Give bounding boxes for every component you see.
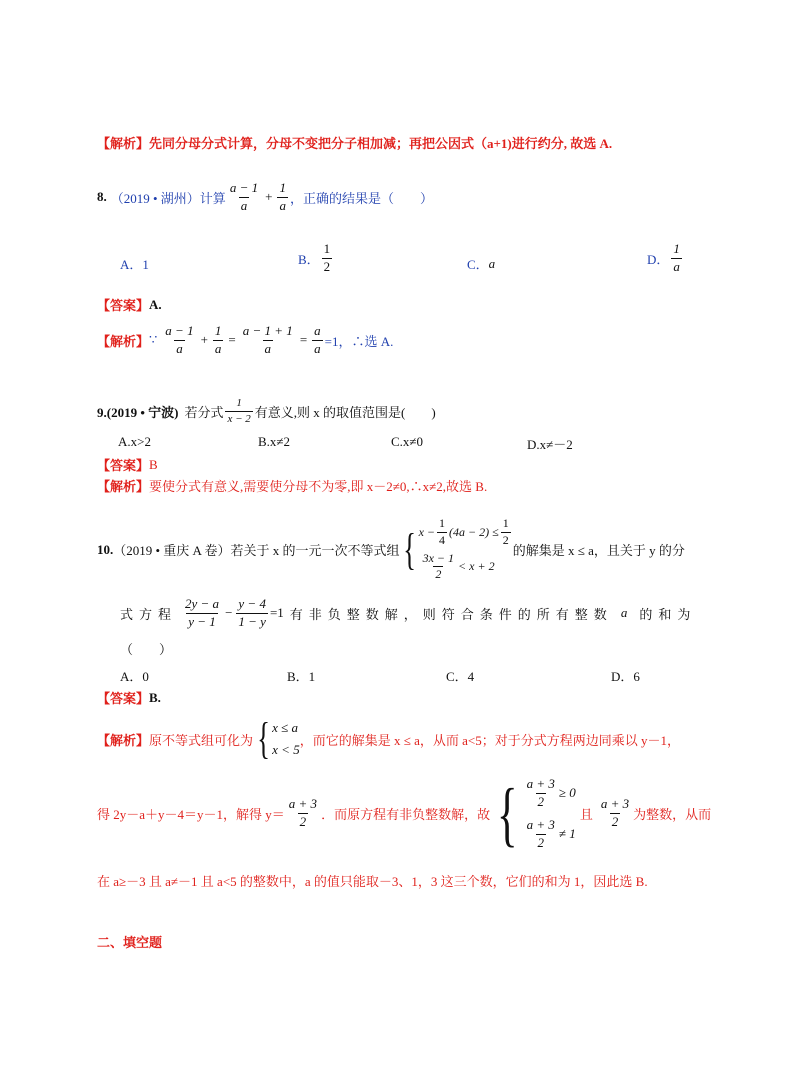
question-number: 8. xyxy=(97,189,107,205)
explain-text: 先同分母分式计算，分母不变把分子相加减；再把公因式（a+1)进行约分, 故选 A. xyxy=(149,136,613,151)
fraction: $\frac{3x - 1}{2}$ xyxy=(422,550,455,582)
inequality-system: { x ≤ a x < 5 xyxy=(257,714,300,763)
top-explanation xyxy=(97,133,612,152)
fraction: $\frac{a + 3}{2}$ xyxy=(288,796,318,830)
q9-answer: 【答案】 B xyxy=(97,456,158,473)
fraction: $\frac{a - 1}{a}$ xyxy=(229,180,259,213)
fraction: $\frac{1}{a}$ xyxy=(214,323,222,356)
question-8-stem: 8. （2019 • 湖州）计算 $\frac{a - 1}{a}$ + $\frac{1}{a}$ ，正确的结果是（ ） xyxy=(97,180,433,213)
fraction: $\frac{1}{x - 2}$ xyxy=(227,397,251,425)
q10-answer: 【答案】 B. xyxy=(97,689,161,706)
fraction: $\frac{a + 3}{2}$ xyxy=(526,816,555,850)
fraction: $\frac{1}{a}$ xyxy=(673,241,680,274)
question-source: （2019 • 湖州）计算 xyxy=(110,190,226,206)
question-10-line2: 式方程 $\frac{2y - a}{y - 1}$ − $\frac{y - 4}{1 - y}$ =1 有非负整数解，则符合条件的所有整数 a 的和为 xyxy=(120,596,697,629)
q9-option-b: B.x≠2 xyxy=(258,434,291,449)
fraction: $\frac{1}{a}$ xyxy=(279,180,286,213)
fraction: $\frac{y - 4}{1 - y}$ xyxy=(238,596,266,629)
q8-option-d: D． $\frac{1}{a}$ xyxy=(647,241,680,274)
fraction: $\frac{1}{2}$ xyxy=(502,516,509,547)
question-number: 9.(2019 • 宁波) xyxy=(97,404,179,420)
fraction: $\frac{1}{2}$ xyxy=(323,241,331,274)
q10-option-a: A．0 xyxy=(120,669,149,684)
inequality-system: { x − $\frac{1}{4}$ (4a − 2) ≤ $\frac{1}{2}$ $\frac{3x - 1}{2}$ < x + 2 xyxy=(403,516,509,582)
q8-answer: 【答案】 A. xyxy=(97,296,162,313)
fraction: $\frac{a - 1 + 1}{a}$ xyxy=(242,323,293,356)
left-brace: { xyxy=(496,773,518,854)
fraction: $\frac{a + 3}{2}$ xyxy=(526,776,555,809)
q10-option-b: B．1 xyxy=(287,669,316,684)
question-10-stem: 10. （2019 • 重庆 A 卷）若关于 x 的一元一次不等式组 { x − $\frac{1}{4}$ (4a − 2) ≤ $\frac{1}{2}$ $\frac{3x - 1}{2}$ < x + 2 的解集是 x ≤ a，且关于 y 的分 xyxy=(97,516,685,582)
condition-system: { $\frac{a + 3}{2}$ ≥ 0 $\frac{a + 3}{2}$ ≠ 1 xyxy=(496,773,576,854)
q9-option-a: A.x>2 xyxy=(118,434,151,449)
fraction: $\frac{1}{4}$ xyxy=(439,516,446,547)
q9-option-c: C.x≠0 xyxy=(391,434,424,449)
question-9-stem: 9.(2019 • 宁波) 若分式 $\frac{1}{x - 2}$ 有意义,则 x 的取值范围是( ) xyxy=(97,397,436,425)
q8-option-a: A．1 xyxy=(120,257,149,272)
q10-explanation-line1: 【解析】 原不等式组可化为 { x ≤ a x < 5 ，而它的解集是 x ≤ a，从而 a<5；对于分式方程两边同乘以 y－1， xyxy=(97,714,680,763)
question-stem-tail: ，正确的结果是（ ） xyxy=(289,190,433,206)
q8-option-b: B． $\frac{1}{2}$ xyxy=(298,241,331,274)
fraction: $\frac{a + 3}{2}$ xyxy=(600,796,630,830)
left-brace: { xyxy=(257,714,270,763)
q8-explanation: 【解析】 ∵ $\frac{a - 1}{a}$ + $\frac{1}{a}$ = $\frac{a - 1 + 1}{a}$ = $\frac{a}{a}$ =1，∴选 A. xyxy=(97,323,394,356)
q10-explanation-line3: 在 a≥－3 且 a≠－1 且 a<5 的整数中，a 的值只能取－3、1，3 这三个数，它们的和为 1，因此选 B. xyxy=(97,874,648,889)
fraction: $\frac{a}{a}$ xyxy=(314,323,321,356)
q10-option-d: D．6 xyxy=(611,669,640,684)
fraction: $\frac{2y - a}{y - 1}$ xyxy=(185,596,220,629)
q10-option-c: C．4 xyxy=(446,669,475,684)
q9-explanation: 【解析】 要使分式有意义,需要使分母不为零,即 x－2≠0,∴x≠2,故选 B. xyxy=(97,479,488,494)
fraction: $\frac{a - 1}{a}$ xyxy=(165,323,194,356)
q10-explanation-line2: 得 2y－a＋y－4＝y－1，解得 y＝ $\frac{a + 3}{2}$ ．而原方程有非负整数解，故 { $\frac{a + 3}{2}$ ≥ 0 $\frac{a + 3}{2}$ ≠ 1 且 $\frac{a + 3}{2}$ 为整数，从而 xyxy=(97,773,712,854)
question-number: 10. xyxy=(97,541,114,557)
left-brace: { xyxy=(403,524,417,574)
q8-option-c: C． a xyxy=(467,255,496,272)
section-heading: 二、填空题 xyxy=(97,935,163,950)
q9-option-d: D.x≠－2 xyxy=(527,437,573,452)
explain-label: 【解析】 xyxy=(97,136,150,151)
q10-answer-paren: （ ） xyxy=(120,642,173,657)
